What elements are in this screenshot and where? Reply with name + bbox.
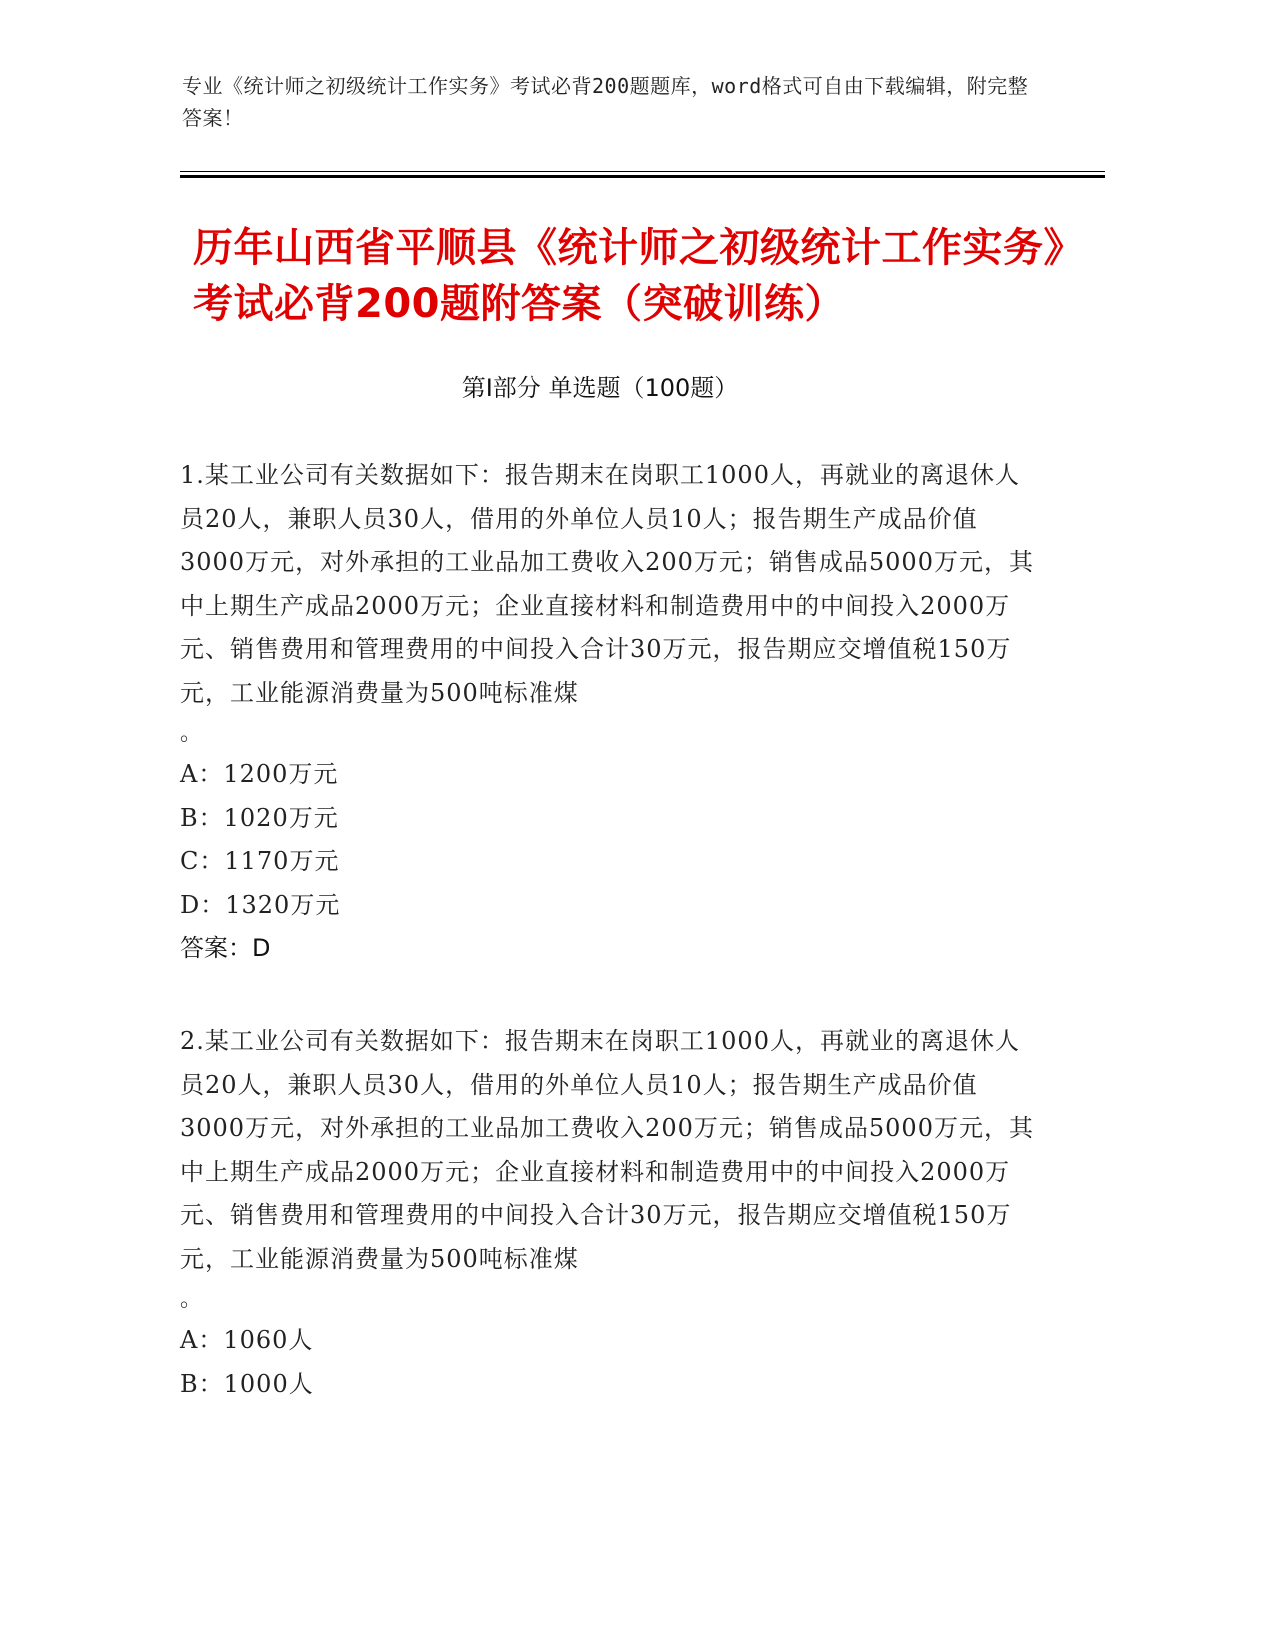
option-c: C：1170万元 <box>180 847 340 875</box>
question-stem-end: 。 <box>180 721 203 746</box>
header-divider-thin <box>180 171 1105 172</box>
option-d: D：1320万元 <box>180 890 341 919</box>
question-stem-end: 。 <box>180 1287 203 1312</box>
option-a: A：1200万元 <box>180 760 339 788</box>
question-stem: 2.某工业公司有关数据如下：报告期末在岗职工1000人，再就业的离退休人员20人，兼职人员30人，借用的外单位人员10人；报告期生产成品价值3000万元，对外承担的工业品加工费收入200万元；销售成品5000万元，其中上期生产成品2000万元；企业直接材料和制造费用中的中间投入2000万元、销售费用和管理费用的中间投入合计30万元，报告期应交增值税150万元，工业能源消费量为500吨标准煤 <box>180 1027 1034 1273</box>
option-b: B：1020万元 <box>180 803 339 832</box>
option-a: A：1060人 <box>180 1326 314 1354</box>
header-divider-thick <box>180 175 1105 178</box>
question-stem: 1.某工业公司有关数据如下：报告期末在岗职工1000人，再就业的离退休人员20人，兼职人员30人，借用的外单位人员10人；报告期生产成品价值3000万元，对外承担的工业品加工费收入200万元；销售成品5000万元，其中上期生产成品2000万元；企业直接材料和制造费用中的中间投入2000万元、销售费用和管理费用的中间投入合计30万元，报告期应交增值税150万元，工业能源消费量为500吨标准煤 <box>180 461 1034 707</box>
document-title: 历年山西省平顺县《统计师之初级统计工作实务》考试必背200题附答案（突破训练） <box>193 225 1064 327</box>
section-heading: 第Ⅰ部分 单选题（100题） <box>461 374 739 402</box>
option-b: B：1000人 <box>180 1369 314 1398</box>
header-note: 专业《统计师之初级统计工作实务》考试必背200题题库，word格式可自由下载编辑，附完整答案！ <box>182 74 1029 130</box>
question-1 <box>180 454 1040 971</box>
question-2 <box>180 1020 1040 1406</box>
answer: 答案：D <box>180 934 271 962</box>
